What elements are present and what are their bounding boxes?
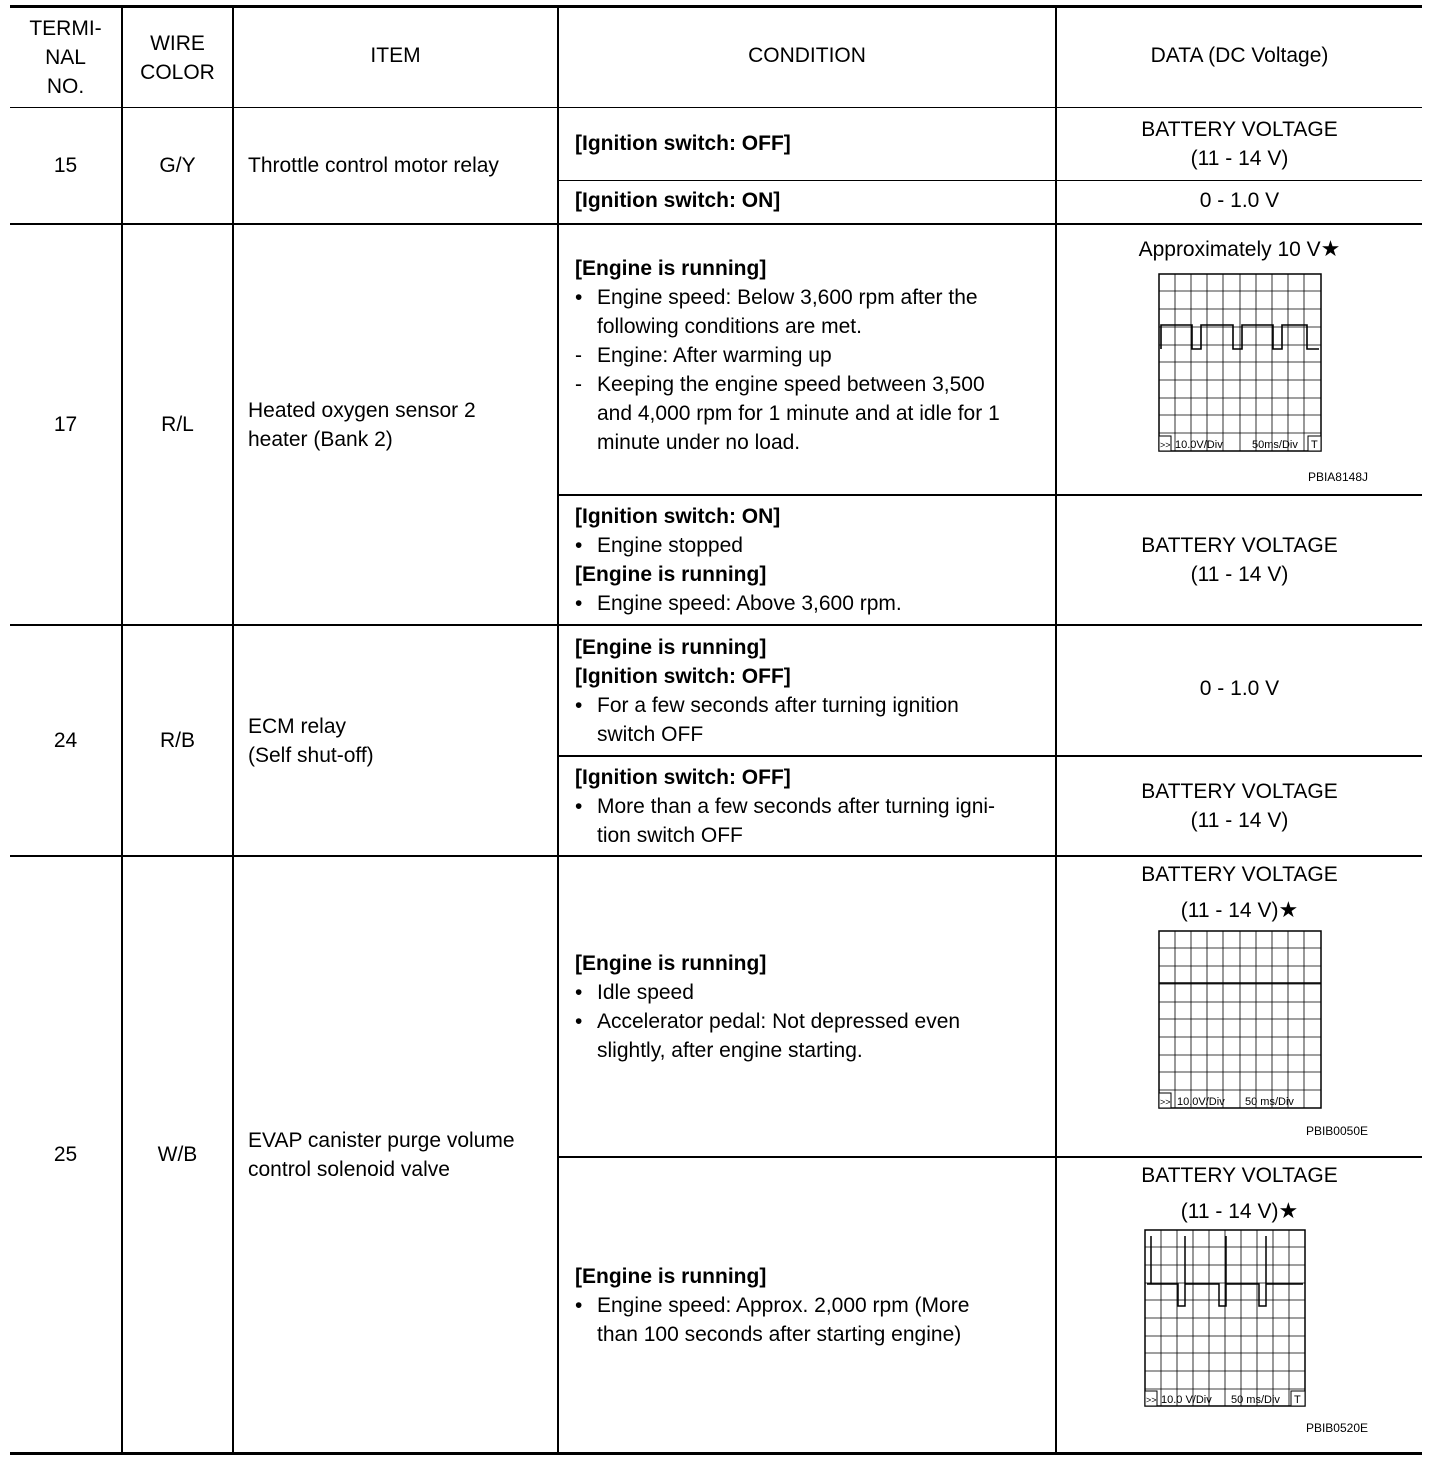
dash-mark: - (575, 344, 582, 367)
data-text: BATTERY VOLTAGE (1141, 534, 1338, 557)
item-text: control solenoid valve (248, 1157, 450, 1181)
data-text: 0 - 1.0 V (1199, 676, 1280, 700)
dash-mark: - (575, 373, 582, 396)
data-text: (11 - 14 V) (1180, 1200, 1279, 1223)
scope-grid (1145, 1230, 1305, 1406)
condition-heading: [Ignition switch: OFF] (575, 765, 791, 789)
header-text: NO. (46, 75, 85, 98)
wire-text: R/L (161, 413, 194, 436)
condition-continuation (575, 428, 1045, 457)
terminal-text: 17 (53, 413, 78, 436)
data-cell (1057, 1161, 1422, 1452)
scope-channel-icon: >> (1145, 1395, 1157, 1405)
condition-continuation (575, 1320, 961, 1349)
scope-trigger-label: T (1293, 1394, 1301, 1406)
item-name (248, 108, 553, 223)
terminal-text: 15 (53, 154, 78, 177)
bullet-text: Accelerator pedal: Not depressed even (597, 1009, 961, 1033)
header-text: CONDITION (748, 44, 866, 67)
wire-color (123, 225, 232, 624)
bullet-mark: • (575, 534, 583, 557)
data-text: (11 - 14 V) (1190, 147, 1289, 170)
item-name (248, 225, 553, 624)
item-text: EVAP canister purge volume (248, 1128, 515, 1152)
bullet-text: More than a few seconds after turning igni- (597, 794, 996, 818)
data-text: BATTERY VOLTAGE (1141, 118, 1338, 141)
condition-cell (559, 496, 1055, 624)
condition-bullet (575, 589, 902, 618)
scope-volt-div: 10.0V/Div (1174, 439, 1223, 451)
condition-cell (559, 626, 1055, 755)
oscilloscope-waveform-flat (1147, 929, 1333, 1115)
wire-text: W/B (157, 1143, 198, 1166)
data-cell (1057, 757, 1422, 855)
bullet-text: Engine stopped (597, 534, 743, 557)
terminal-number (10, 626, 121, 855)
condition-heading: [Ignition switch: OFF] (575, 131, 791, 155)
condition-cell (559, 254, 1055, 492)
condition-cell (559, 857, 1055, 1156)
bullet-text: tion switch OFF (597, 823, 743, 847)
header-text: TERMI- (29, 17, 102, 40)
item-text: Heated oxygen sensor 2 (248, 398, 476, 422)
condition-continuation (575, 720, 703, 749)
item-text: heater (Bank 2) (248, 427, 393, 451)
wire-color (123, 626, 232, 855)
data-cell (1057, 108, 1422, 180)
bullet-mark: • (575, 592, 583, 615)
bullet-mark: • (575, 980, 583, 1004)
condition-bullet (575, 283, 1045, 312)
condition-continuation (575, 1036, 863, 1065)
condition-heading: [Ignition switch: ON] (575, 505, 781, 528)
data-cell (1057, 860, 1422, 1156)
figure-code: PBIB0520E (1305, 1421, 1368, 1435)
wire-color (123, 108, 232, 223)
data-text: BATTERY VOLTAGE (1141, 780, 1338, 803)
terminal-number (10, 857, 121, 1452)
data-text: Approximately 10 V (1138, 238, 1321, 261)
condition-continuation (575, 399, 1045, 428)
data-text: BATTERY VOLTAGE (1141, 1164, 1338, 1187)
scope-channel-icon: >> (1159, 1097, 1171, 1107)
data-cell (1057, 234, 1422, 492)
figure-code: PBIA8148J (1307, 470, 1368, 484)
data-text: BATTERY VOLTAGE (1141, 863, 1338, 886)
bullet-text: slightly, after engine starting. (597, 1038, 863, 1062)
scope-volt-div: 10.0V/Div (1176, 1096, 1225, 1108)
header-data (1057, 8, 1422, 103)
bullet-text: Engine: After warming up (597, 344, 832, 367)
condition-cell (559, 757, 1055, 855)
bullet-text: Engine speed: Below 3,600 rpm after the (597, 286, 978, 309)
item-name (248, 626, 553, 855)
condition-continuation (575, 312, 1045, 341)
condition-sub-bullet (575, 370, 1045, 399)
bullet-text: Idle speed (597, 980, 694, 1004)
oscilloscope-waveform-pulse (1147, 270, 1333, 457)
scope-time-div: 50 ms/Div (1230, 1394, 1280, 1406)
condition-heading: [Engine is running] (575, 563, 767, 586)
ecm-terminal-table (10, 0, 1422, 1464)
condition-bullet (575, 792, 995, 821)
scope-grid (1159, 931, 1321, 1108)
header-condition (559, 8, 1055, 103)
item-name (248, 857, 553, 1452)
condition-bullet (575, 978, 694, 1007)
terminal-number (10, 108, 121, 223)
header-text: COLOR (140, 60, 215, 84)
data-cell (1057, 496, 1422, 624)
item-text: (Self shut-off) (248, 743, 374, 767)
bullet-text: Engine speed: Above 3,600 rpm. (597, 592, 902, 615)
bullet-text: Keeping the engine speed between 3,500 (597, 373, 985, 396)
condition-heading: [Engine is running] (575, 635, 767, 659)
bullet-text: and 4,000 rpm for 1 minute and at idle for 1 (597, 402, 1000, 425)
condition-continuation (575, 821, 743, 850)
bullet-text: following conditions are met. (597, 315, 862, 338)
condition-heading: [Engine is running] (575, 951, 767, 975)
terminal-text: 24 (53, 729, 78, 752)
scope-time-div: 50ms/Div (1251, 439, 1298, 451)
wire-text: G/Y (159, 154, 196, 177)
condition-heading: [Engine is running] (575, 257, 767, 280)
bullet-mark: • (575, 693, 583, 717)
item-text: Throttle control motor relay (248, 154, 499, 177)
bullet-mark: • (575, 286, 583, 309)
scope-time-div: 50 ms/Div (1244, 1096, 1294, 1108)
item-text: ECM relay (248, 714, 347, 738)
condition-bullet (575, 1007, 960, 1036)
condition-heading: [Ignition switch: OFF] (575, 664, 791, 688)
data-value (1181, 1196, 1298, 1226)
condition-bullet (575, 691, 959, 720)
bullet-text: than 100 seconds after starting engine) (597, 1322, 962, 1346)
header-text: DATA (DC Voltage) (1150, 44, 1329, 67)
data-cell (1057, 626, 1422, 750)
table-bottom-rule (10, 1452, 1422, 1455)
scope-volt-div: 10.0 V/Div (1160, 1394, 1212, 1406)
condition-cell (559, 108, 1055, 178)
wire-text: R/B (159, 729, 195, 752)
header-wire-color (123, 8, 232, 107)
condition-sub-bullet (575, 341, 1045, 370)
bullet-mark: • (575, 1009, 583, 1033)
data-text: (11 - 14 V) (1190, 809, 1289, 832)
bullet-mark: • (575, 1293, 583, 1317)
bullet-text: minute under no load. (597, 431, 801, 454)
data-text: (11 - 14 V) (1190, 563, 1289, 586)
bullet-mark: • (575, 794, 583, 818)
figure-code: PBIB0050E (1305, 1124, 1368, 1138)
header-text: WIRE (150, 31, 205, 55)
scope-trigger-label: T (1310, 439, 1318, 451)
data-value (1139, 234, 1341, 264)
data-text: (11 - 14 V) (1180, 899, 1279, 922)
condition-cell (559, 1158, 1055, 1452)
wire-color (123, 857, 232, 1452)
header-text: ITEM (370, 44, 421, 67)
bullet-text: For a few seconds after turning ignition (597, 693, 959, 717)
data-value (1181, 895, 1298, 925)
column-divider (232, 7, 234, 1454)
star-icon: ★ (1320, 236, 1341, 261)
terminal-text: 25 (53, 1143, 78, 1166)
oscilloscope-waveform-spikes (1133, 1228, 1319, 1408)
header-terminal-no (10, 8, 121, 107)
data-cell (1057, 181, 1422, 219)
condition-heading: [Ignition switch: ON] (575, 188, 781, 212)
star-icon: ★ (1278, 897, 1299, 922)
terminal-number (10, 225, 121, 624)
bullet-text: Engine speed: Approx. 2,000 rpm (More (597, 1293, 970, 1317)
star-icon: ★ (1278, 1198, 1299, 1223)
bullet-text: switch OFF (597, 722, 704, 746)
header-text: NAL (45, 46, 86, 69)
condition-cell (559, 181, 1055, 219)
condition-bullet (575, 531, 743, 560)
header-item (234, 8, 557, 103)
scope-channel-icon: >> (1159, 440, 1171, 450)
scope-grid (1159, 274, 1321, 451)
data-text: 0 - 1.0 V (1199, 188, 1280, 212)
condition-bullet (575, 1291, 969, 1320)
condition-heading: [Engine is running] (575, 1264, 767, 1288)
